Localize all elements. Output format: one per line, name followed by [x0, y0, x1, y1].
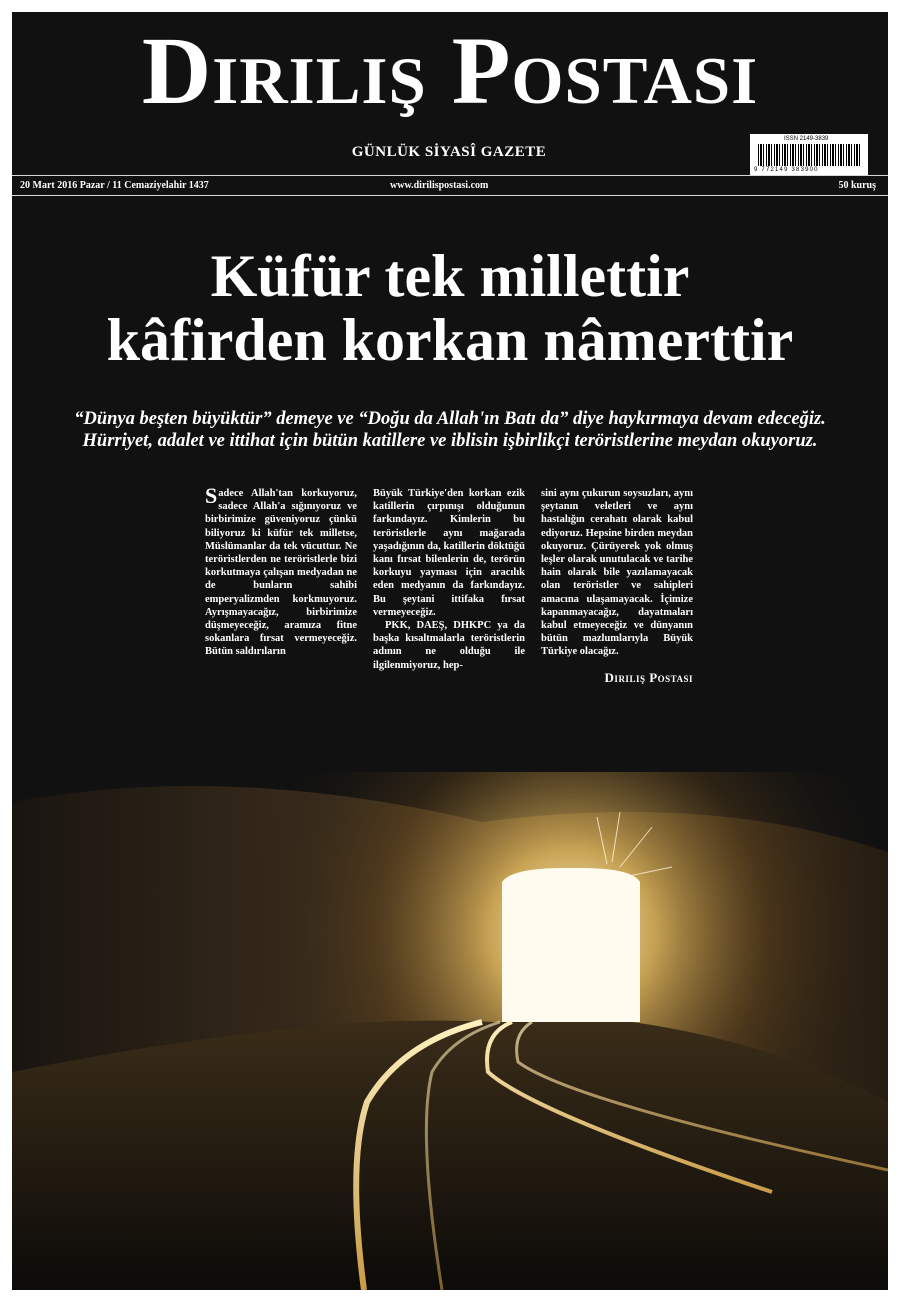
website-link[interactable]: www.dirilispostasi.com [390, 180, 489, 191]
article-column-1 [205, 483, 357, 659]
dateline-bar [20, 180, 876, 194]
bottom-divider [12, 195, 888, 196]
barcode [750, 134, 868, 176]
masthead-subtitle: GÜNLÜK SİYASÎ GAZETE [351, 144, 547, 160]
column-2-paragraph-2: PKK, DAEŞ, DHKPC ya da başka kısaltmalarla teröristlerin adının ne olduğu ile ilgilenmiyoruz, hep- [373, 620, 525, 671]
column-3-text: sini aynı çukurun soysuzları, aynı şeytanın veletleri ve aynı hastalığın cerahatı olarak kabul ediyoruz. Hepsine birden meydan okuyoruz. Çürüyerek yok olmuş leşler olarak unutulacak ve tarihe hain olarak bile yazılamayacak olan teröristler ve sahipleri amacına ulaşamayacak. İçimize kapanmayacağız, dayatmaları kabul etmeyeceğiz ve dünyanın bütün mazlumlarıyla Büyük Türkiye olacağız. [541, 488, 693, 658]
column-1-text: adece Allah'tan korkuyoruz, sadece Allah'a sığınıyoruz ve birbirimize güveniyoruz çünkü biliyoruz ki küfür tek milletse, Müslümanlar da tek vücuttur. Ne teröristlerden ne teröristlerle bizi korkutmaya çalışan medyadan ne de bunların sahibi emperyalizmden korkmuyoruz. Ayrışmayacağız, birbirimize düşmeyeceğiz, aramıza fitne sokanlara fırsat vermeyeceğiz. Bütün saldırıların [205, 488, 357, 658]
column-2-paragraph-1: Büyük Türkiye'den korkan ezik katillerin çırpınışı olduğunun farkındayız. Kimlerin bu teröristlerle aynı mağarada yaşadığının da, katillerin döktüğü kanı fırsat bilenlerin de, terörün korkuyu yayması için aracılık eden medyanın da farkındayız. Bu şeytani ittifaka fırsat vermeyeceğiz. [373, 488, 525, 618]
deck-line-1: “Dünya beşten büyüktür” demeye ve “Doğu da Allah'ın Batı da” diye haykırmaya devam edeceğiz. [74, 409, 826, 429]
issue-date: 20 Mart 2016 Pazar / 11 Cemaziyelahir 1437 [20, 180, 209, 191]
headline-line-2: kâfirden korkan nâmerttir [106, 307, 794, 373]
top-divider [12, 175, 888, 176]
main-headline [12, 244, 888, 372]
tunnel-photo [12, 772, 888, 1290]
barcode-bars [758, 144, 862, 166]
barcode-digits: 9 772149 383900 [754, 167, 819, 173]
newspaper-front-page [12, 12, 888, 1290]
drop-cap: S [205, 483, 218, 508]
headline-deck [32, 408, 868, 452]
article-signature: Diriliş Postası [604, 669, 693, 685]
headline-line-1: Küfür tek millettir [210, 243, 690, 309]
article-column-3 [541, 487, 693, 684]
deck-line-2: Hürriyet, adalet ve ittihat için bütün katillere ve iblisin işbirlikçi teröristlerine meydan okuyoruz. [82, 431, 818, 451]
article-column-2 [373, 487, 525, 672]
masthead-title: Diriliş Postası [141, 17, 759, 124]
issn-number: ISSN 2149-3839 [784, 136, 829, 142]
issue-price: 50 kuruş [838, 180, 876, 191]
